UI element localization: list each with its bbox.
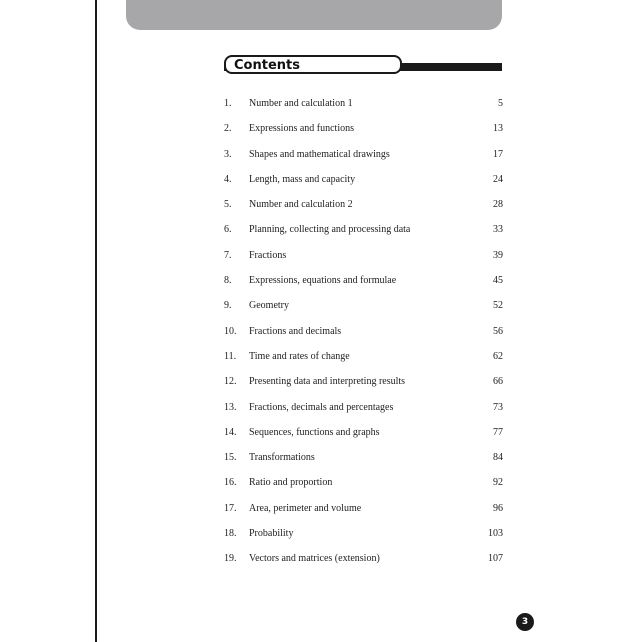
toc-entry[interactable] (224, 222, 503, 247)
chapter-number: 8. (224, 275, 232, 287)
chapter-title: Transformations (249, 452, 315, 464)
chapter-number: 4. (224, 173, 232, 185)
chapter-title: Area, perimeter and volume (249, 502, 362, 514)
chapter-number: 2. (224, 123, 232, 135)
toc-entry[interactable] (224, 425, 503, 450)
chapter-page: 17 (493, 148, 503, 160)
book-spine-line (95, 0, 97, 642)
chapter-number: 7. (224, 249, 232, 261)
heading-box (224, 55, 402, 74)
chapter-number: 3. (224, 148, 232, 160)
toc-entry[interactable] (224, 147, 503, 172)
toc-entry[interactable] (224, 324, 503, 349)
chapter-number: 19. (224, 553, 237, 565)
chapter-page: 77 (493, 426, 503, 438)
chapter-number: 1. (224, 98, 232, 109)
chapter-title: Time and rates of change (249, 350, 350, 362)
toc-entry[interactable] (224, 96, 503, 121)
toc-entry[interactable] (224, 273, 503, 298)
toc-entry[interactable] (224, 197, 503, 222)
chapter-title: Fractions, decimals and percentages (249, 401, 394, 413)
chapter-page: 66 (493, 376, 503, 388)
toc-entry[interactable] (224, 248, 503, 273)
contents-heading (224, 55, 502, 77)
chapter-number: 17. (224, 502, 237, 514)
toc-entry[interactable] (224, 526, 503, 551)
chapter-title: Length, mass and capacity (249, 173, 356, 185)
toc-entry[interactable] (224, 551, 503, 576)
toc-entry[interactable] (224, 298, 503, 323)
chapter-page: 56 (493, 325, 503, 337)
toc-entry[interactable] (224, 374, 503, 399)
chapter-page: 24 (493, 173, 503, 185)
chapter-page: 107 (488, 553, 503, 565)
chapter-page: 28 (493, 199, 503, 211)
page-title: Contents (234, 58, 300, 73)
header-bar (126, 0, 502, 30)
chapter-title: Sequences, functions and graphs (249, 426, 380, 438)
chapter-number: 18. (224, 528, 237, 540)
chapter-number: 5. (224, 199, 232, 211)
chapter-page: 73 (493, 401, 503, 413)
page-number-badge: 3 (516, 613, 534, 631)
chapter-page: 39 (493, 249, 503, 261)
toc-entry[interactable] (224, 475, 503, 500)
chapter-title: Presenting data and interpreting results (249, 376, 406, 388)
chapter-title: Number and calculation 1 (249, 98, 353, 109)
chapter-title: Expressions and functions (249, 123, 354, 135)
chapter-page: 52 (493, 300, 503, 312)
chapter-number: 9. (224, 300, 232, 312)
chapter-title: Ratio and proportion (249, 477, 333, 489)
table-of-contents (224, 96, 503, 577)
chapter-page: 62 (493, 350, 503, 362)
chapter-title: Vectors and matrices (extension) (249, 553, 380, 565)
toc-entry[interactable] (224, 501, 503, 526)
toc-entry[interactable] (224, 121, 503, 146)
chapter-number: 10. (224, 325, 237, 337)
chapter-title: Fractions (249, 249, 287, 261)
toc-entry[interactable] (224, 400, 503, 425)
chapter-title: Probability (249, 528, 294, 540)
chapter-page: 33 (493, 224, 503, 236)
chapter-page: 96 (493, 502, 503, 514)
chapter-title: Fractions and decimals (249, 325, 342, 337)
chapter-page: 84 (493, 452, 503, 464)
chapter-page: 103 (488, 528, 503, 540)
chapter-page: 92 (493, 477, 503, 489)
chapter-number: 14. (224, 426, 237, 438)
chapter-number: 12. (224, 376, 237, 388)
chapter-page: 13 (493, 123, 503, 135)
chapter-title: Geometry (249, 300, 289, 312)
chapter-number: 6. (224, 224, 232, 236)
chapter-number: 15. (224, 452, 237, 464)
chapter-title: Expressions, equations and formulae (249, 275, 397, 287)
chapter-page: 5 (498, 98, 503, 109)
toc-entry[interactable] (224, 450, 503, 475)
toc-entry[interactable] (224, 172, 503, 197)
chapter-number: 16. (224, 477, 237, 489)
chapter-number: 11. (224, 350, 237, 362)
chapter-title: Shapes and mathematical drawings (249, 148, 390, 160)
toc-entry[interactable] (224, 349, 503, 374)
chapter-title: Planning, collecting and processing data (249, 224, 411, 236)
chapter-title: Number and calculation 2 (249, 199, 353, 211)
chapter-number: 13. (224, 401, 237, 413)
chapter-page: 45 (493, 275, 503, 287)
